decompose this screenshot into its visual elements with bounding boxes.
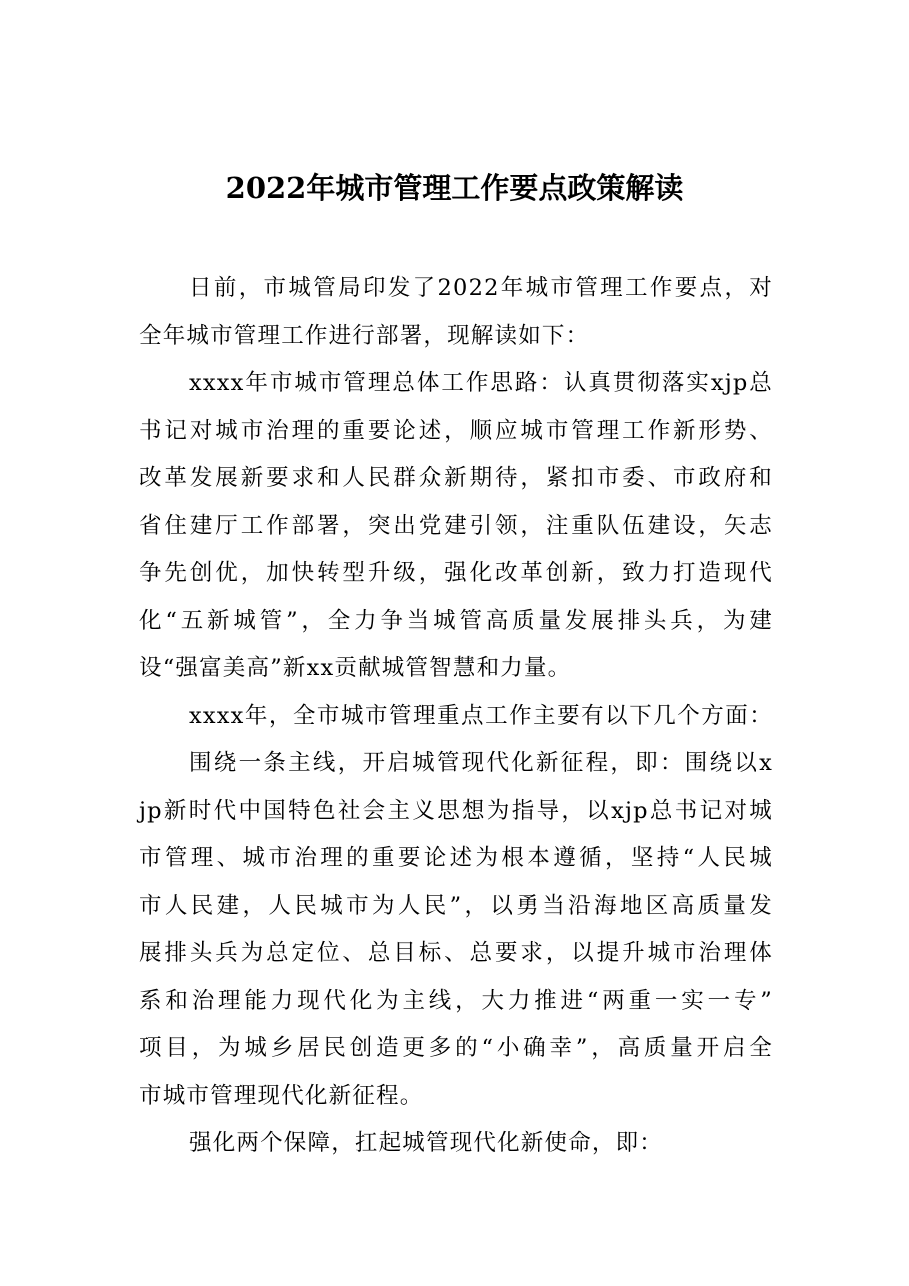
document-title: 2022年城市管理工作要点政策解读 — [225, 171, 684, 205]
paragraph-line: 化“五新城管”，全力争当城管高质量发展排头兵，为建 — [139, 607, 773, 634]
paragraph-line: jp新时代中国特色社会主义思想为指导，以xjp总书记对城 — [139, 797, 773, 824]
paragraph-line: 强化两个保障，扛起城管现代化新使命，即： — [189, 1130, 664, 1156]
paragraph-line: 市管理、城市治理的重要论述为根本遵循，坚持“人民城 — [139, 845, 773, 871]
paragraph-line: 全年城市管理工作进行部署，现解读如下： — [139, 322, 590, 349]
paragraph-line: 围绕一条主线，开启城管现代化新征程，即：围绕以x — [189, 750, 773, 776]
paragraph-line: 改革发展新要求和人民群众新期待，紧扣市委、市政府和 — [139, 465, 773, 491]
paragraph-line: 书记对城市治理的重要论述，顺应城市管理工作新形势、 — [139, 417, 773, 444]
paragraph-line: 日前，市城管局印发了2022年城市管理工作要点，对 — [189, 275, 773, 301]
paragraph-line: xxxx年市城市管理总体工作思路：认真贯彻落实xjp总 — [189, 370, 773, 396]
paragraph-line: xxxx年，全市城市管理重点工作主要有以下几个方面： — [189, 702, 773, 729]
paragraph-line: 项目，为城乡居民创造更多的“小确幸”，高质量开启全 — [139, 1035, 773, 1061]
paragraph-line: 市城市管理现代化新征程。 — [139, 1082, 424, 1109]
paragraph-line: 省住建厅工作部署，突出党建引领，注重队伍建设，矢志 — [139, 512, 773, 539]
document-body — [139, 265, 773, 1168]
paragraph-line: 市人民建，人民城市为人民”，以勇当沿海地区高质量发 — [139, 892, 773, 919]
paragraph-line: 系和治理能力现代化为主线，大力推进“两重一实一专” — [139, 987, 773, 1014]
paragraph-line: 展排头兵为总定位、总目标、总要求，以提升城市治理体 — [139, 940, 773, 966]
paragraph-line: 争先创优，加快转型升级，强化改革创新，致力打造现代 — [139, 560, 773, 586]
paragraph-line: 设“强富美高”新xx贡献城管智慧和力量。 — [139, 655, 572, 681]
